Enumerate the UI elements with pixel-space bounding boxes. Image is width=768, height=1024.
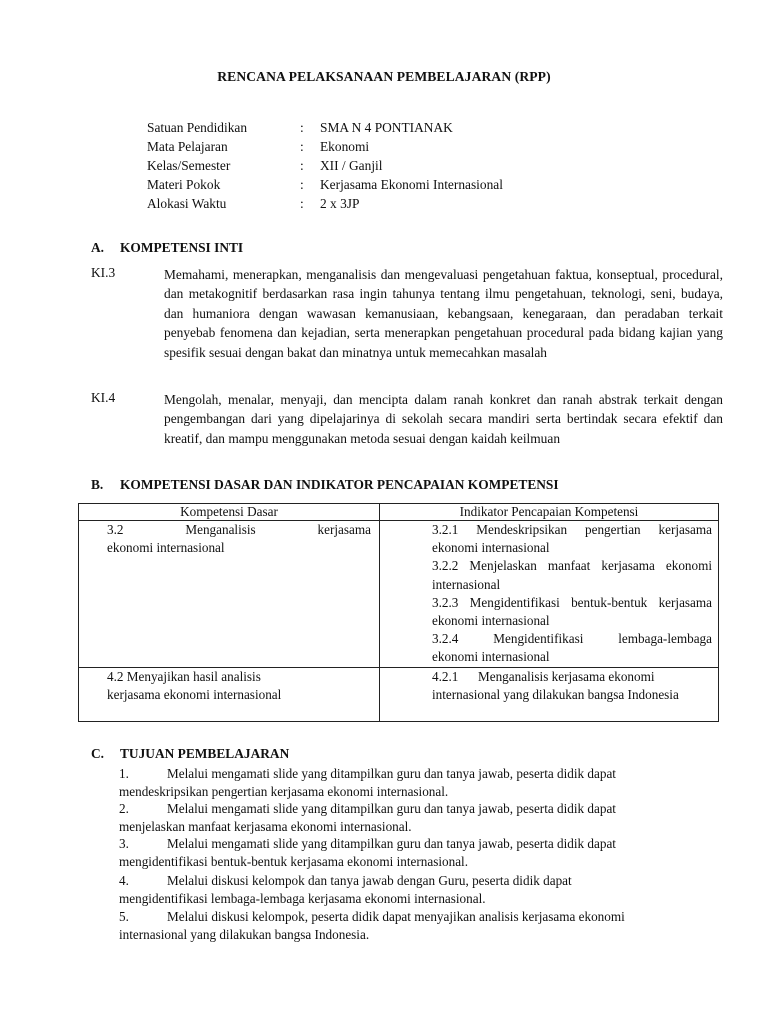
indicator-code: 3.2.2: [432, 558, 459, 574]
section-title: KOMPETENSI DASAR DAN INDIKATOR PENCAPAIAN KOMPETENSI: [120, 477, 559, 492]
objective-line: [119, 872, 723, 890]
objective-number: 2.: [119, 801, 129, 816]
objective-number: 3.: [119, 836, 129, 851]
objective-text: Melalui diskusi kelompok dan tanya jawab dengan Guru, peserta didik dapat: [167, 873, 572, 888]
objective-number: 4.: [119, 873, 129, 888]
table-header-cell: Kompetensi Dasar: [79, 504, 380, 521]
indicator-word: bentuk-bentuk: [571, 594, 648, 610]
indicator-line: [432, 594, 712, 612]
indicator-item: [432, 557, 712, 593]
indicator-item: [432, 630, 712, 666]
indicator-word: lembaga-lembaga: [618, 631, 712, 647]
objective-text: Melalui mengamati slide yang ditampilkan guru dan tanya jawab, peserta didik dapat: [167, 836, 616, 851]
kd-line: 4.2 Menyajikan hasil analisis: [107, 668, 261, 684]
indicator-line: ekonomi internasional: [432, 540, 550, 556]
indicator-line: [432, 521, 712, 539]
ki-text: Memahami, menerapkan, menganalisis dan mengevaluasi pengetahuan faktua, konseptual, procedural, dan metakognitif berdasarkan rasa ingin tahunya tentang ilmu pengetahuan, teknologi, seni, budaya, dan humaniora dengan wawasan kemanusiaan, kebangsaan, kenegaraan, dan peradaban terkait penyebab fenomena dan kejadian, serta menerapkan pengetahuan procedural pada bidang kajian yang spesifik sesuai dengan bakat dan minatnya untuk memecahkan masalah: [164, 267, 723, 360]
objective-line: mengidentifikasi lembaga-lembaga kerjasama ekonomi internasional.: [119, 891, 486, 907]
indicator-code: 3.2.3: [432, 594, 459, 610]
identity-value: 2 x 3JP: [320, 196, 360, 211]
identity-colon: :: [300, 120, 304, 135]
identity-colon: :: [300, 196, 304, 211]
objective-text: Melalui diskusi kelompok, peserta didik dapat menyajikan analisis kerjasama ekonomi: [167, 909, 625, 924]
indicator-word: kerjasama: [658, 522, 712, 537]
indicator-code: 3.2.1: [432, 522, 459, 537]
ki-code: KI.4: [91, 390, 116, 405]
competency-table: [78, 503, 719, 722]
objective-line: [119, 835, 723, 853]
kd-text: Menganalisis kerjasama: [185, 522, 372, 537]
kd-code: 3.2: [107, 522, 124, 537]
document-title: RENCANA PELAKSANAAN PEMBELAJARAN (RPP): [217, 69, 551, 84]
identity-value: XII / Ganjil: [320, 158, 383, 173]
indicator-word: pengertian: [585, 522, 641, 537]
kd-line: [107, 521, 371, 539]
objective-item: [119, 765, 723, 802]
objective-text: Melalui mengamati slide yang ditampilkan guru dan tanya jawab, peserta didik dapat: [167, 766, 616, 781]
indicator-line: ekonomi internasional: [432, 613, 550, 629]
section-title: KOMPETENSI INTI: [120, 240, 244, 255]
kd-line: kerjasama ekonomi internasional: [107, 686, 282, 702]
section-title: TUJUAN PEMBELAJARAN: [120, 746, 290, 761]
indicator-line: internasional yang dilakukan bangsa Indonesia: [432, 686, 679, 702]
objective-line: [119, 908, 723, 926]
table-row: [79, 667, 719, 721]
identity-label: Kelas/Semester: [147, 158, 231, 173]
objective-number: 5.: [119, 909, 129, 924]
section-c-heading: [91, 746, 289, 762]
objective-text: Melalui mengamati slide yang ditampilkan guru dan tanya jawab, peserta didik dapat: [167, 801, 616, 816]
identity-label: Alokasi Waktu: [147, 196, 227, 211]
indicator-word: Menjelaskan: [469, 558, 537, 574]
indicator-word: Mengidentifikasi: [493, 631, 584, 647]
identity-label: Mata Pelajaran: [147, 139, 228, 154]
indicator-word: kerjasama: [658, 594, 713, 610]
objective-line: [119, 765, 723, 783]
indicator-word: kerjasama: [601, 558, 655, 574]
objective-item: [119, 872, 723, 909]
objective-item: [119, 800, 723, 837]
indicator-item: [432, 521, 712, 557]
objective-line: [119, 800, 723, 818]
section-a-heading: [91, 240, 243, 256]
identity-value: SMA N 4 PONTIANAK: [320, 120, 453, 135]
indicator-line: internasional: [432, 576, 501, 592]
objective-line: internasional yang dilakukan bangsa Indonesia.: [119, 927, 370, 943]
indicator-word: Mendeskripsikan: [476, 522, 568, 537]
indicator-line: ekonomi internasional: [432, 649, 550, 665]
indicator-code: 4.2.1: [432, 668, 459, 684]
objective-item: [119, 908, 723, 945]
objective-line: mendeskripsikan pengertian kerjasama ekonomi internasional.: [119, 784, 449, 800]
kd-cell: [79, 667, 380, 721]
identity-label: Materi Pokok: [147, 177, 221, 192]
indicator-line: [432, 557, 712, 575]
ki-text: Mengolah, menalar, menyaji, dan mencipta dalam ranah konkret dan ranah abstrak terkait dengan pengembangan dari yang dipelajarinya di sekolah secara mandiri serta bertindak secara efektif dan kreatif, dan mampu menggunakan metoda sesuai dengan kaidah keilmuan: [164, 392, 723, 446]
indicator-word: ekonomi: [665, 558, 713, 574]
indicator-word: Mengidentifikasi: [469, 594, 560, 610]
kd-cell: [79, 521, 380, 668]
section-letter: C.: [91, 746, 105, 761]
table-row: [79, 521, 719, 668]
indicator-code: 3.2.4: [432, 631, 459, 647]
objective-line: mengidentifikasi bentuk-bentuk kerjasama ekonomi internasional.: [119, 854, 469, 870]
indicator-line: [432, 630, 712, 648]
indicator-cell: [380, 667, 719, 721]
section-letter: B.: [91, 477, 104, 492]
indicator-word: Menganalisis kerjasama ekonomi: [478, 668, 655, 684]
objective-item: [119, 835, 723, 872]
identity-colon: :: [300, 158, 304, 173]
indicator-line: [432, 668, 712, 686]
objective-number: 1.: [119, 766, 129, 781]
indicator-item: [432, 594, 712, 630]
table-header-row: [79, 504, 719, 521]
section-b-heading: [91, 477, 559, 493]
identity-colon: :: [300, 139, 304, 154]
section-letter: A.: [91, 240, 105, 255]
identity-colon: :: [300, 177, 304, 192]
identity-value: Ekonomi: [320, 139, 370, 154]
objective-line: menjelaskan manfaat kerjasama ekonomi internasional.: [119, 819, 412, 835]
identity-label: Satuan Pendidikan: [147, 120, 248, 135]
indicator-word: manfaat: [547, 558, 591, 574]
indicator-cell: [380, 521, 719, 668]
ki-code: KI.3: [91, 265, 116, 280]
identity-value: Kerjasama Ekonomi Internasional: [320, 177, 503, 192]
table-header-cell: Indikator Pencapaian Kompetensi: [380, 504, 719, 521]
kd-line: ekonomi internasional: [107, 540, 225, 556]
